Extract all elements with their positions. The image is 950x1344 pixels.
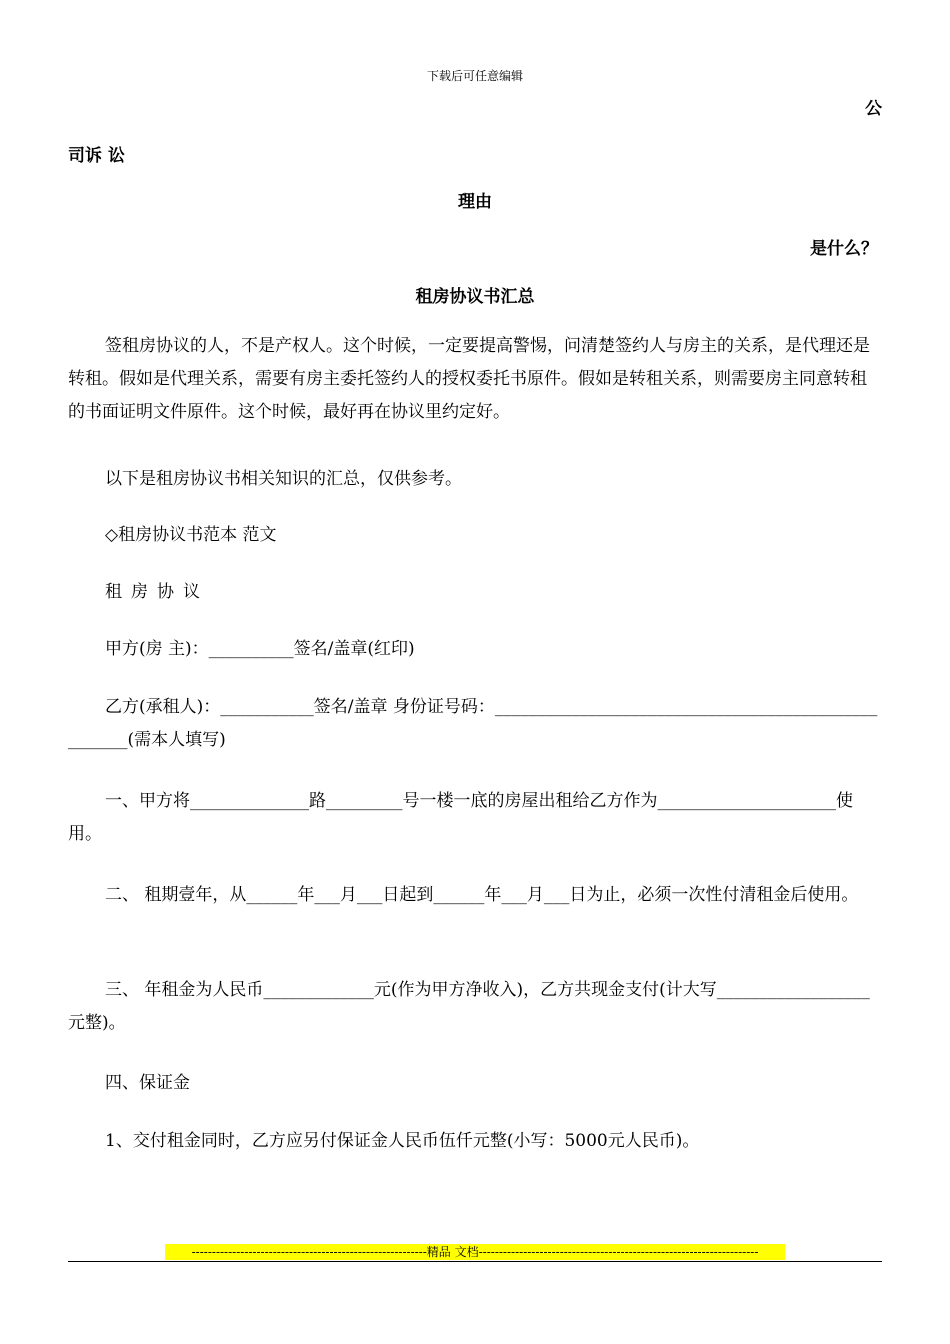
clause-4: 四、保证金 (105, 1073, 190, 1093)
clause-3: 三、 年租金为人民币_____________元(作为甲方净收入)，乙方共现金支付(计大写__________________元整)。 (68, 980, 870, 1033)
sample-heading: ◇租房协议书范本 范文 (105, 525, 277, 545)
clause-2: 二、 租期壹年，从______年___月___日起到______年___月___日为止，必须一次性付清租金后使用。 (105, 885, 859, 905)
party-b-line: 乙方(承租人)：___________签名/盖章 身份证号码：____________________________________________________(需本人填写) (68, 697, 878, 750)
heading-fragment-1: 公 (865, 99, 882, 119)
agreement-heading: 租房协议 (105, 582, 209, 602)
header-note: 下载后可任意编辑 (426, 69, 523, 83)
heading-fragment-4: 是什么？ (810, 239, 878, 259)
footer-banner: ----------------------------------------------------------精品 文档--------------------------------------------------------------------- (165, 1244, 785, 1260)
footer-divider (68, 1261, 882, 1262)
heading-fragment-3: 理由 (458, 192, 492, 212)
intro-paragraph: 签租房协议的人，不是产权人。这个时候，一定要提高警惕，问清楚签约人与房主的关系，是代理还是转租。假如是代理关系，需要有房主委托签约人的授权委托书原件。假如是转租关系，则需要房主同意转租的书面证明文件原件。这个时候，最好再在协议里约定好。 (68, 336, 870, 422)
heading-fragment-2: 司诉 讼 (68, 146, 125, 166)
summary-paragraph: 以下是租房协议书相关知识的汇总，仅供参考。 (105, 469, 462, 489)
party-a-line: 甲方(房 主)：__________签名/盖章(红印) (105, 639, 415, 659)
document-title: 租房协议书汇总 (415, 287, 535, 307)
clause-4-item-1: 1、交付租金同时，乙方应另付保证金人民币伍仟元整(小写：5000元人民币)。 (105, 1131, 700, 1151)
clause-1: 一、甲方将______________路_________号一楼一底的房屋出租给乙方作为_____________________使用。 (68, 791, 853, 844)
